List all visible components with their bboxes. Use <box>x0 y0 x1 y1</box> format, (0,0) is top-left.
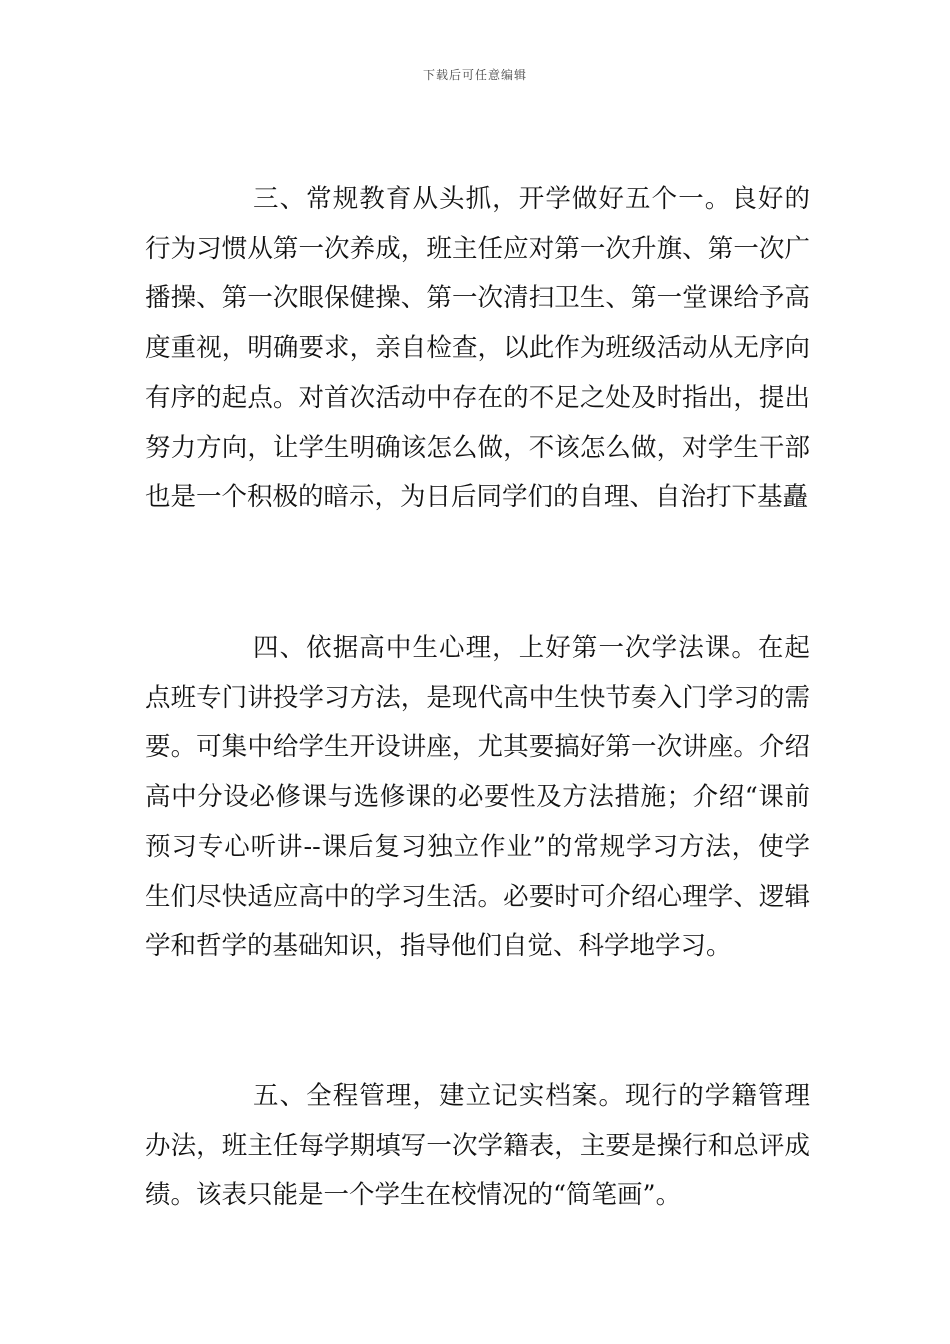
page-header: 下载后可任意编辑 <box>422 68 527 82</box>
paragraph-section-five: 五、全程管理，建立记实档案。现行的学籍管理办法，班主任每学期填写一次学籍表，主要是操行和总评成绩。该表只能是一个学生在校情况的“简笔画”。 <box>145 1081 810 1211</box>
paragraph-section-four: 四、依据高中生心理，上好第一次学法课。在起点班专门讲投学习方法，是现代高中生快节奏入门学习的需要。可集中给学生开设讲座，尤其要搞好第一次讲座。介绍高中分设必修课与选修课的必要性及方法措施；介绍“课前预习专心听讲--课后复习独立作业”的常规学习方法，使学生们尽快适应高中的学习生活。必要时可介绍心理学、逻辑学和哲学的基础知识，指导他们自觉、科学地学习。 <box>145 633 810 962</box>
paragraph-section-three: 三、常规教育从头抓，开学做好五个一。良好的行为习惯从第一次养成，班主任应对第一次升旗、第一次广播操、第一次眼保健操、第一次清扫卫生、第一堂课给予高度重视，明确要求，亲自检查，以此作为班级活动从无序向有序的起点。对首次活动中存在的不足之处及时指出，提出努力方向，让学生明确该怎么做，不该怎么做，对学生干部也是一个积极的暗示，为日后同学们的自理、自治打下基矗 <box>145 184 810 513</box>
